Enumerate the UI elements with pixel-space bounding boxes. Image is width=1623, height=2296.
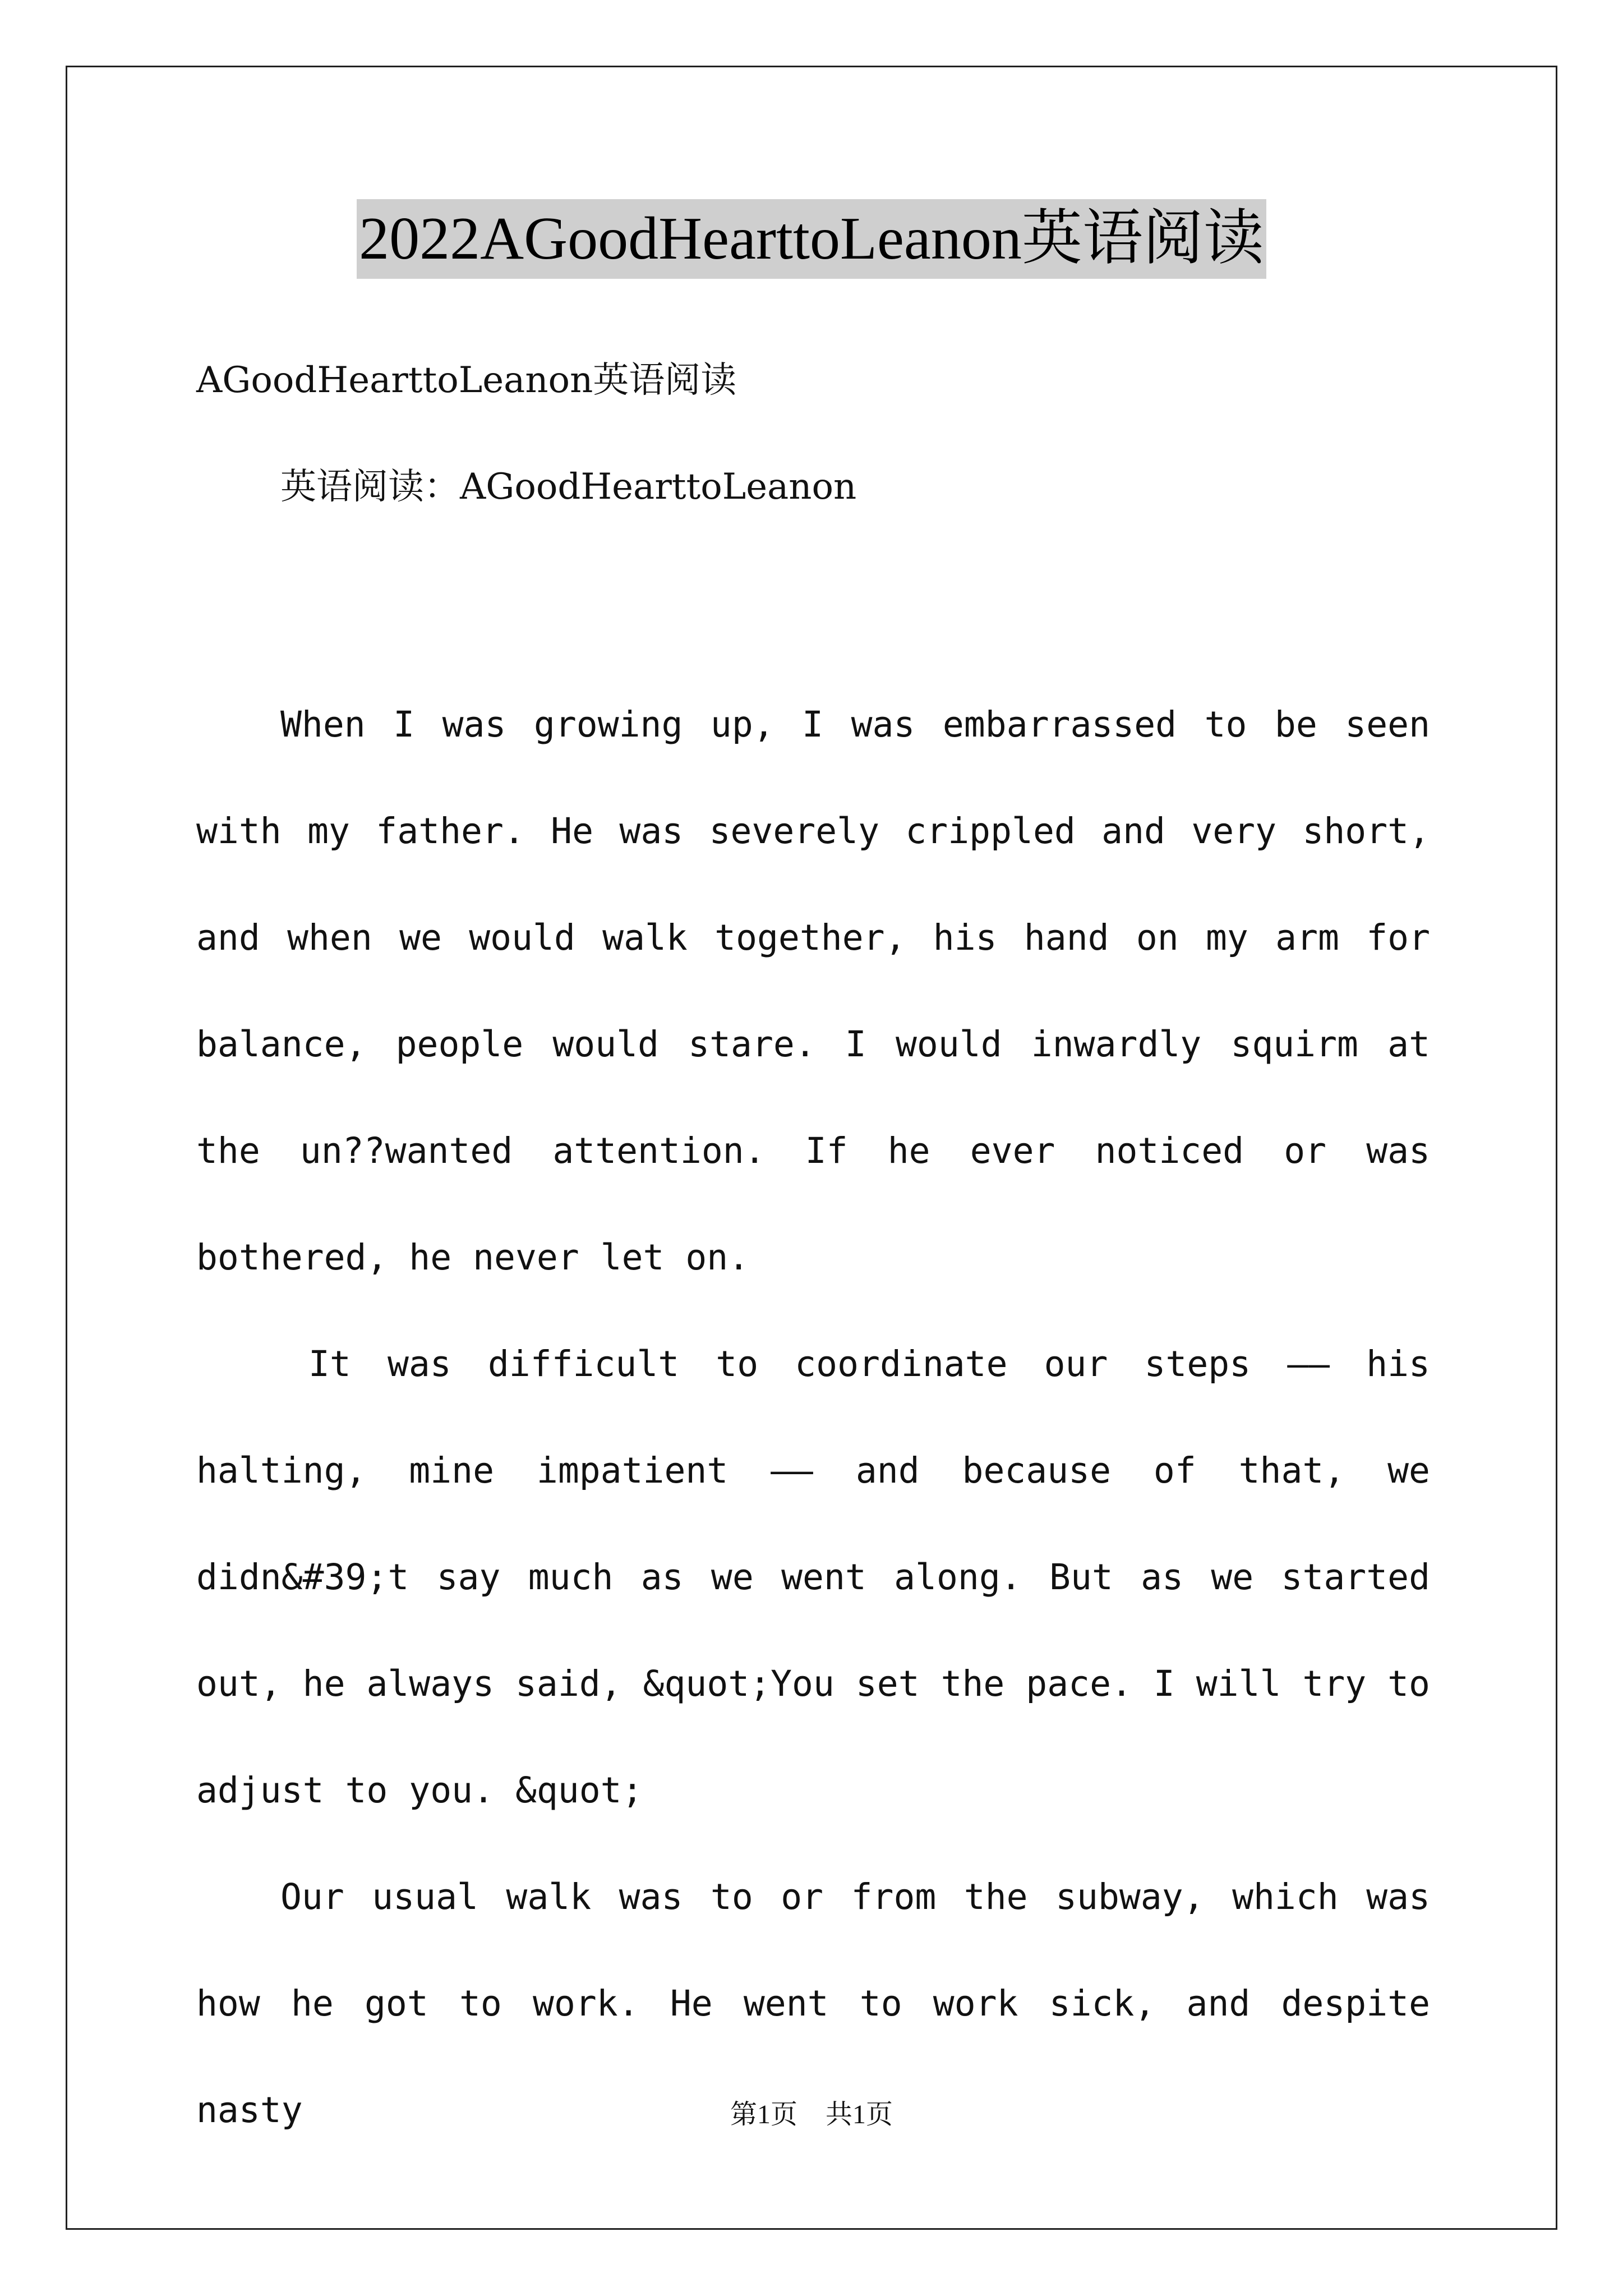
title-container [0, 199, 1623, 279]
page-number-total: 共1页 [826, 2100, 893, 2129]
page-footer [0, 2098, 1623, 2132]
paragraph: When I was growing up, I was embarrassed to be seen with my father. He was severely crippled and very short, and when we would walk together, his hand on my arm for balance, people would stare. I would inwardly squirm at the un??wanted attention. If he ever noticed or was bothered, he never let on. [196, 704, 1430, 1278]
paragraph: It was difficult to coordinate our steps —— his halting, mine impatient —— and because of that, we didn&#39;t say much as we went along. But as we started out, he always said, &quot;You set the pace. I will try to adjust to you. &quot; [196, 1343, 1430, 1811]
document-subtitle-secondary: 英语阅读：AGoodHearttoLeanon [280, 466, 857, 508]
paragraph: Our usual walk was to or from the subway, which was how he got to work. He went to work sick, and despite nasty [196, 1876, 1430, 2131]
page-number-current: 第1页 [730, 2100, 797, 2129]
document-title: 2022AGoodHearttoLeanon英语阅读 [357, 199, 1266, 279]
document-subtitle: AGoodHearttoLeanon英语阅读 [196, 360, 737, 401]
document-body [196, 671, 1430, 2164]
